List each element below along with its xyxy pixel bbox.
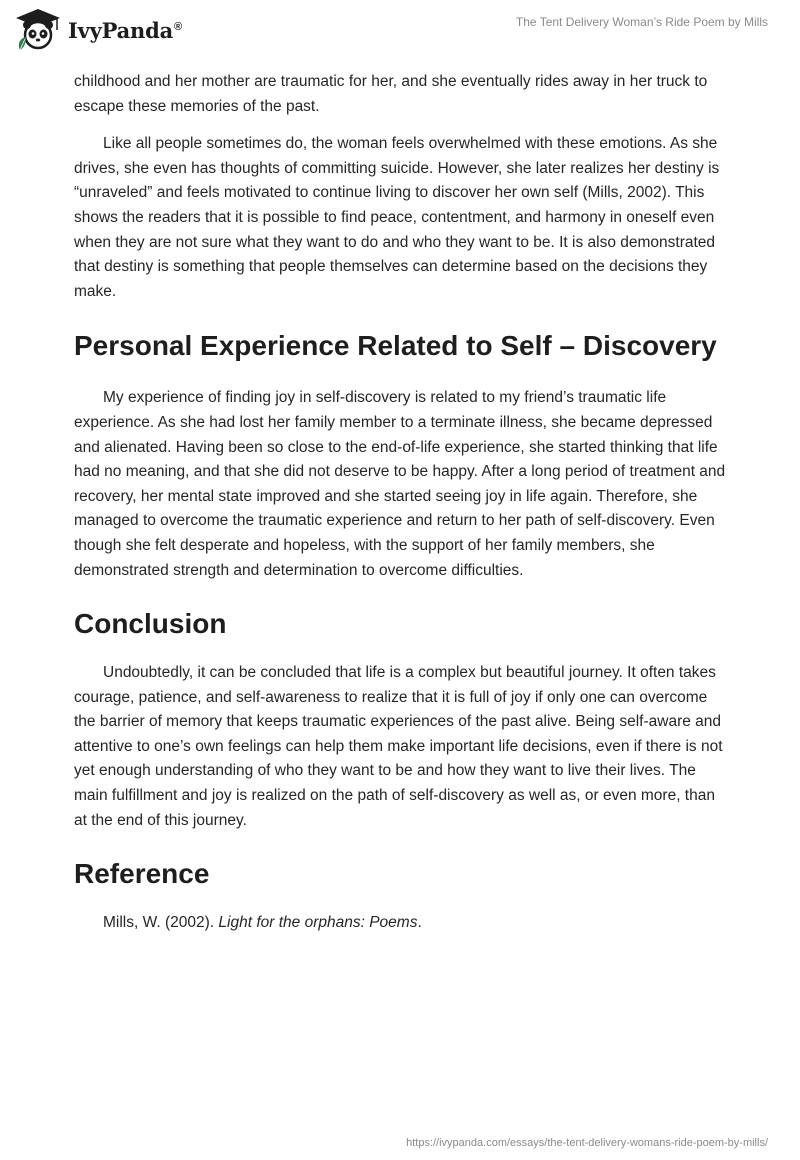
- reference-title: Light for the orphans: Poems: [218, 914, 418, 932]
- panda-graduate-icon: [14, 8, 62, 52]
- heading-reference: Reference: [74, 858, 210, 890]
- reference-end: .: [417, 914, 422, 932]
- heading-personal-experience: Personal Experience Related to Self – Discovery: [74, 330, 717, 362]
- source-url[interactable]: https://ivypanda.com/essays/the-tent-delivery-womans-ride-poem-by-mills/: [406, 1137, 768, 1149]
- reference-author: Mills, W. (2002).: [103, 914, 219, 932]
- paragraph-continued: childhood and her mother are traumatic for her, and she eventually rides away in her truck to escape these memories of the past.: [74, 73, 708, 115]
- logo-wordmark: IvyPanda®: [68, 17, 182, 43]
- document-title: The Tent Delivery Woman’s Ride Poem by Mills: [515, 15, 768, 29]
- essay-content: [74, 70, 730, 936]
- ivypanda-logo[interactable]: [14, 8, 182, 52]
- page-header: [0, 0, 800, 70]
- paragraph-destiny: Like all people sometimes do, the woman feels overwhelmed with these emotions. As she drives, she even has thoughts of committing suicide. However, she later realizes her destiny is “unraveled” and feels motivated to continue living to discover her own self (Mills, 2002). This shows the readers that it is possible to find peace, contentment, and harmony in oneself even when they are not sure what they want to do and who they want to be. It is also demonstrated that destiny is something that people themselves can determine based on the decisions they make.: [74, 135, 720, 300]
- paragraph-conclusion: Undoubtedly, it can be concluded that life is a complex but beautiful journey. It often takes courage, patience, and self-awareness to realize that it is full of joy if only one can overcome the barrier of memory that keeps traumatic experiences of the past alive. Being self-aware and attentive to one’s own feelings can help them make important life decisions, even if there is not yet enough understanding of who they want to be and how they want to live their lives. The main fulfillment and joy is realized on the path of self-discovery as well as, or even more, than at the end of this journey.: [74, 664, 723, 829]
- heading-conclusion: Conclusion: [74, 608, 227, 640]
- paragraph-personal-experience: My experience of finding joy in self-discovery is related to my friend’s traumatic life experience. As she had lost her family member to a terminate illness, she became depressed and alienated. Having been so close to the end-of-life experience, she started thinking that life had no meaning, and that she did not deserve to be happy. After a long period of treatment and recovery, her mental state improved and she started seeing joy in life again. Therefore, she managed to overcome the traumatic experience and return to her path of self-discovery. Even though she felt desperate and hopeless, with the support of her family members, she demonstrated strength and determination to overcome difficulties.: [74, 389, 726, 579]
- registered-mark: ®: [174, 20, 182, 33]
- reference-entry: [74, 911, 730, 936]
